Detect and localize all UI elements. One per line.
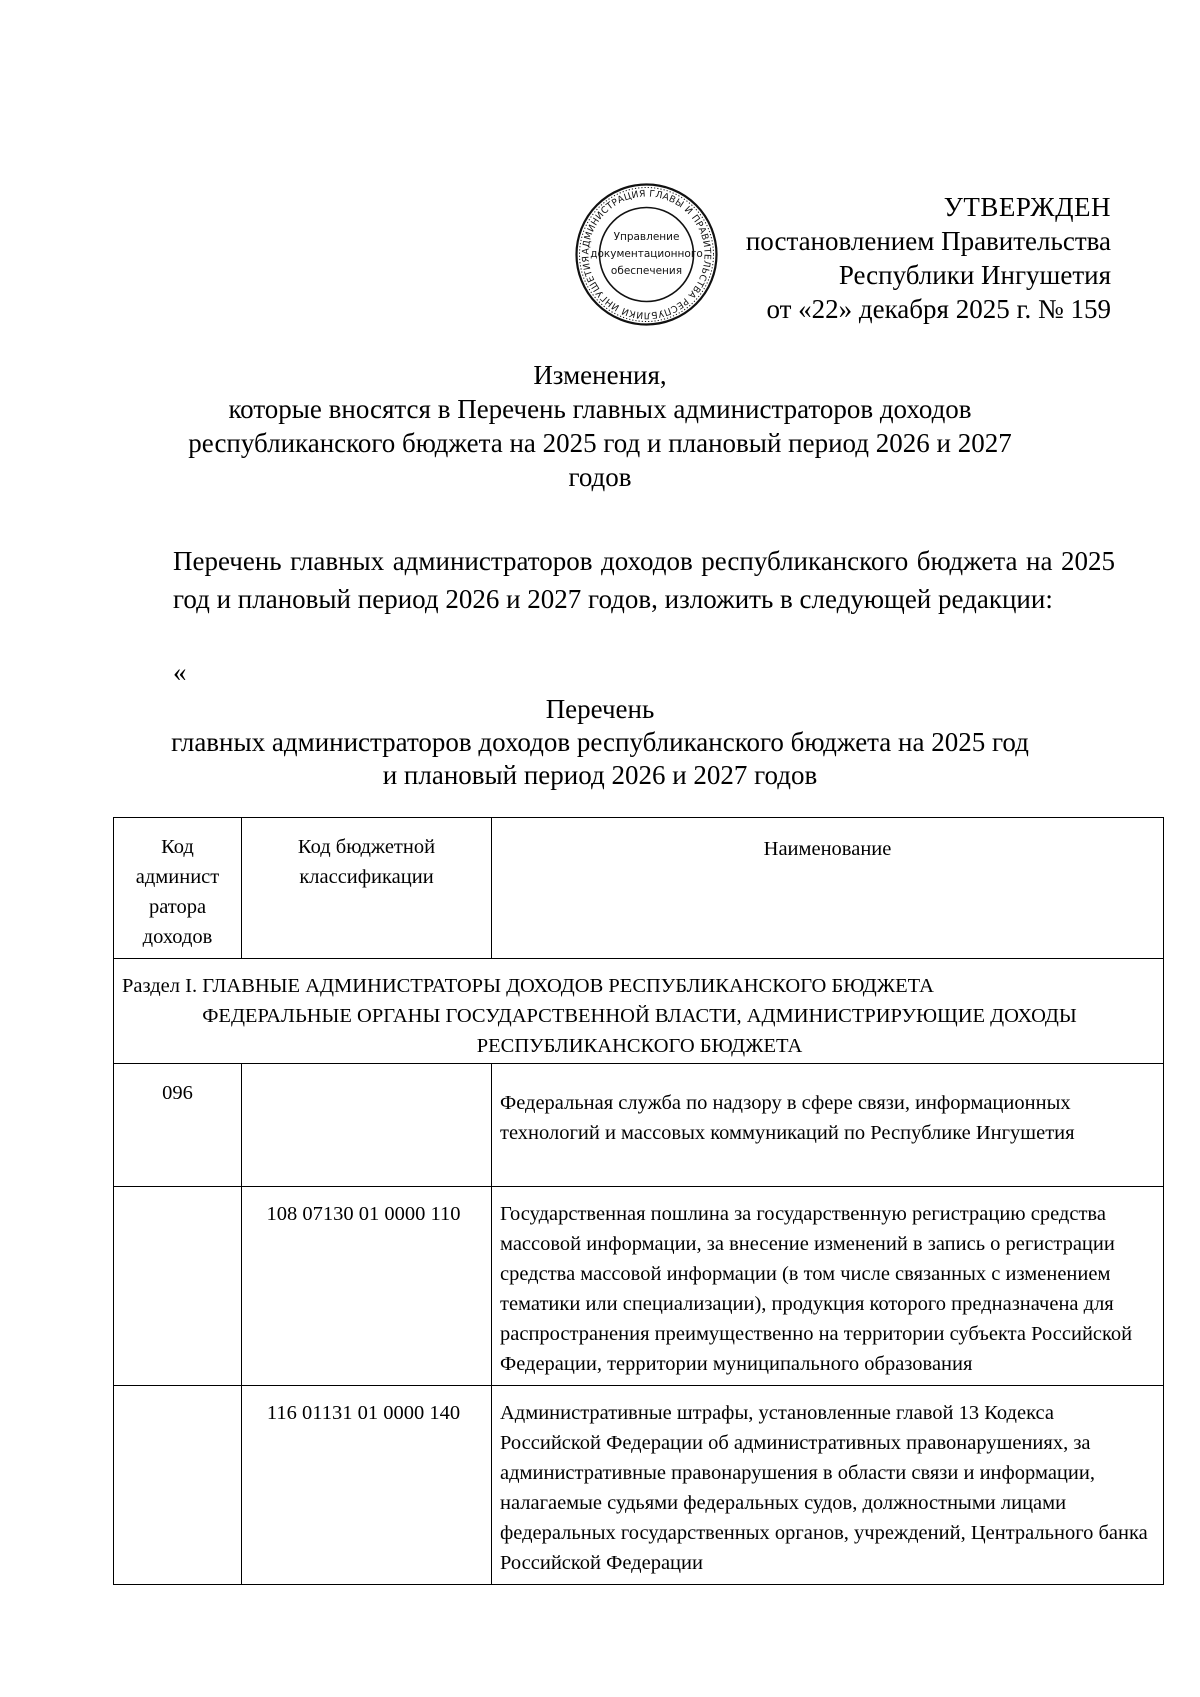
list-heading-line-3: и плановый период 2026 и 2027 годов: [382, 760, 818, 790]
section-line-3: РЕСПУБЛИКАНСКОГО БЮДЖЕТА: [476, 1035, 803, 1057]
approval-line-4: от «22» декабря 2025 г. № 159: [766, 294, 1111, 324]
kbk-cell: [242, 1064, 492, 1187]
administrators-table: [113, 817, 1164, 1585]
list-heading-line-2: главных администраторов доходов республиканского бюджета на 2025 год: [171, 727, 1029, 757]
official-stamp: [574, 182, 719, 327]
header-admin-code-line: Код: [161, 836, 194, 858]
kbk-cell: 116 01131 01 0000 140: [242, 1386, 492, 1585]
title-line-1: Изменения,: [533, 360, 667, 390]
header-admin-code-line: доходов: [142, 926, 213, 948]
name-cell: Административные штрафы, установленные главой 13 Кодекса Российской Федерации об административных правонарушениях, за административные правонарушения в области связи и информации, налагаемые судьями федеральных судов, должностными лицами федеральных государственных органов, учреждений, Центрального банка Российской Федерации: [492, 1386, 1164, 1585]
list-heading-line-1: Перечень: [545, 694, 655, 724]
stamp-center-line-1: Управление: [613, 231, 680, 243]
admin-code-cell: [114, 1187, 242, 1386]
title-line-3: республиканского бюджета на 2025 год и плановый период 2026 и 2027: [188, 428, 1012, 458]
approval-heading: УТВЕРЖДЕН: [943, 192, 1111, 222]
approval-line-3: Республики Ингушетия: [838, 260, 1111, 290]
header-admin-code: [114, 818, 242, 959]
name-cell: Государственная пошлина за государственную регистрацию средства массовой информации, за внесение изменений в запись о регистрации средства массовой информации (в том числе связанных с изменением тематики или специализации), продукция которого предназначена для распространения преимущественно на территории субъекта Российской Федерации, территории муниципального образования: [492, 1187, 1164, 1386]
title-line-2: которые вносятся в Перечень главных администраторов доходов: [228, 394, 972, 424]
table-header-row: [114, 818, 1164, 959]
stamp-center-line-3: обеспечения: [610, 265, 683, 277]
stamp-center-line-2: документационного: [590, 248, 703, 260]
header-name: Наименование: [492, 818, 1164, 959]
section-row: [114, 959, 1164, 1064]
section-cell: [114, 959, 1164, 1064]
body-paragraph: Перечень главных администраторов доходов республиканского бюджета на 2025 год и плановый период 2026 и 2027 годов, изложить в следующей редакции:: [173, 546, 1115, 614]
header-kbk: [242, 818, 492, 959]
section-line-1: Раздел I. ГЛАВНЫЕ АДМИНИСТРАТОРЫ ДОХОДОВ РЕСПУБЛИКАНСКОГО БЮДЖЕТА: [122, 975, 934, 997]
title-line-4: годов: [568, 462, 632, 492]
stamp-ring-text: АДМИНИСТРАЦИЯ ГЛАВЫ И ПРАВИТЕЛЬСТВА РЕСПУБЛИКИ ИНГУШЕТИЯ: [580, 188, 713, 321]
open-quote: «: [173, 657, 187, 687]
admin-code-cell: [114, 1386, 242, 1585]
table-row: [114, 1064, 1164, 1187]
approval-line-2: постановлением Правительства: [745, 226, 1111, 256]
section-line-2: ФЕДЕРАЛЬНЫЕ ОРГАНЫ ГОСУДАРСТВЕННОЙ ВЛАСТИ, АДМИНИСТРИРУЮЩИЕ ДОХОДЫ: [202, 1005, 1077, 1027]
admin-code-cell: 096: [114, 1064, 242, 1187]
name-cell: Федеральная служба по надзору в сфере связи, информационных технологий и массовых коммуникаций по Республике Ингушетия: [492, 1064, 1164, 1187]
header-admin-code-line: ратора: [148, 896, 207, 918]
table-row: [114, 1187, 1164, 1386]
approval-block: [746, 190, 1111, 326]
kbk-cell: 108 07130 01 0000 110: [242, 1187, 492, 1386]
header-kbk-line: классификации: [299, 866, 434, 888]
list-heading: [150, 693, 1050, 792]
header-kbk-line: Код бюджетной: [297, 836, 436, 858]
header-admin-code-line: админист: [135, 866, 220, 888]
table-row: [114, 1386, 1164, 1585]
document-title: [180, 358, 1020, 494]
